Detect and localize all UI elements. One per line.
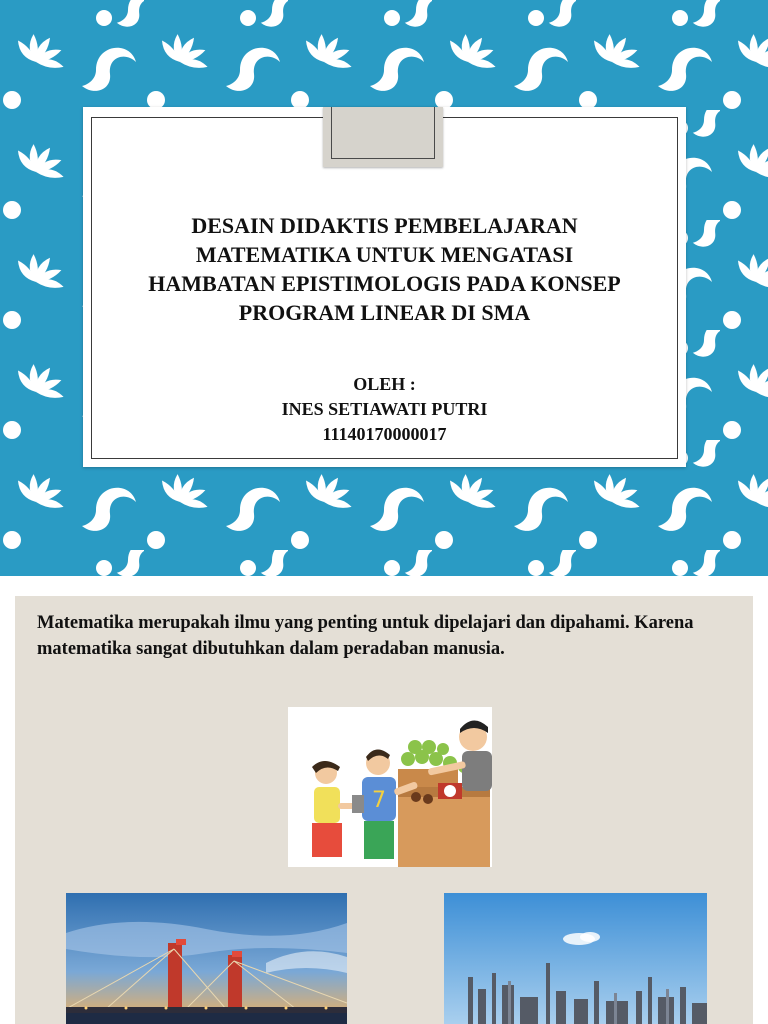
content-panel (15, 596, 753, 1024)
market-illustration (288, 707, 492, 867)
svg-text:7: 7 (372, 788, 386, 813)
card-tab (323, 107, 443, 167)
factory-photo (444, 893, 707, 1024)
presentation-title: DESAIN DIDAKTIS PEMBELAJARAN MATEMATIKA UNTUK MENGATASI HAMBATAN EPISTIMOLOGIS PADA KONSEP PROGRAM LINEAR DI SMA (148, 213, 621, 325)
title-card (83, 107, 686, 467)
card-tab-border (331, 107, 435, 159)
author-block (103, 372, 666, 447)
bridge-photo (66, 893, 347, 1024)
intro-paragraph: Matematika merupakah ilmu yang penting untuk dipelajari dan dipahami. Karena matematika sangat dibutuhkan dalam peradaban manusia. (37, 613, 694, 659)
student-id: 11140170000017 (322, 424, 447, 444)
by-label: OLEH : (353, 374, 416, 394)
content-slide (0, 576, 768, 1024)
author-name: INES SETIAWATI PUTRI (281, 399, 488, 419)
